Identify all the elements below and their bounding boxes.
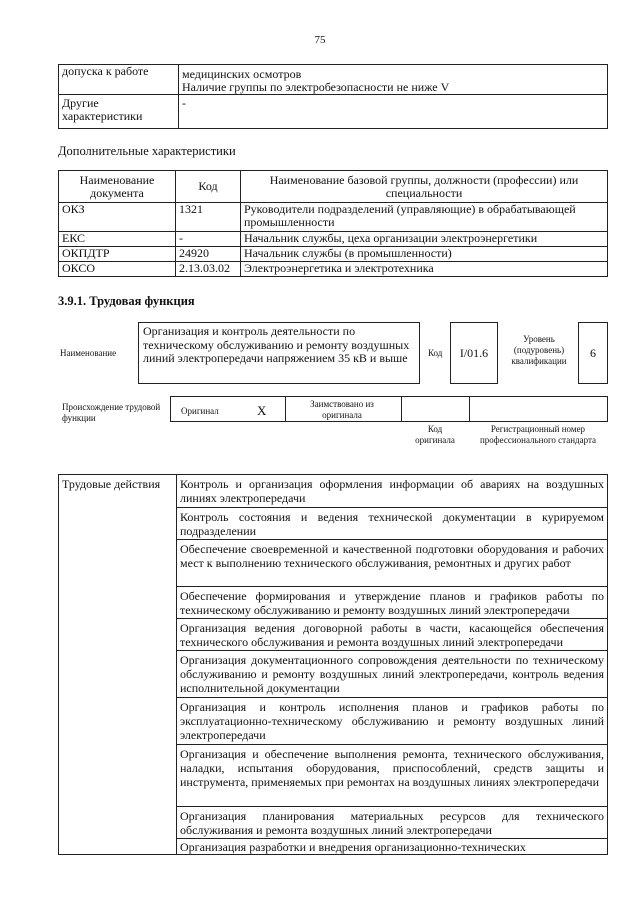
cell-document: ЕКС: [59, 232, 176, 247]
origin-row: [170, 396, 608, 422]
cell-code: 1321: [176, 203, 241, 232]
table-row: [59, 262, 608, 277]
header-name: Наименование базовой группы, должности (профессии) или специальности: [241, 171, 608, 203]
original-label: Оригинал: [181, 406, 219, 416]
page-number: 75: [314, 34, 326, 46]
table-row: [59, 247, 608, 262]
action-item: Контроль состояния и ведения технической документации в курируемом подразделении: [177, 508, 608, 540]
cell-name: Начальник службы (в промышленности): [241, 247, 608, 262]
cell-code: 2.13.03.02: [176, 262, 241, 277]
function-heading: 3.9.1. Трудовая функция: [58, 294, 195, 308]
row-value: [179, 65, 608, 95]
header-code: Код: [176, 171, 241, 203]
cell-document: ОКЗ: [59, 203, 176, 232]
code-box: [450, 322, 498, 384]
table-row: [59, 95, 608, 129]
action-item: Обеспечение своевременной и качественной подготовки оборудования и рабочих мест к выполнению технического обслуживания, ремонтных и других работ: [177, 540, 608, 587]
row-value: -: [179, 95, 608, 129]
code-caption: Код оригинала: [415, 424, 455, 445]
origin-label: Происхождение трудовой функции: [62, 402, 161, 423]
action-item: Организация документационного сопровождения деятельности по техническому обслуживанию и ремонту воздушных линий электропередачи, контроль ведения исполнительной документации: [177, 651, 608, 698]
action-item: Обеспечение формирования и утверждение планов и графиков работы по техническому обслуживанию и ремонту воздушных линий электропередачи: [177, 587, 608, 619]
action-item: Организация и контроль исполнения планов и графиков работы по эксплуатационно-техническому обслуживанию и ремонту воздушных линий электропередачи: [177, 698, 608, 745]
action-item: Организация разработки и внедрения организационно-технических: [177, 839, 608, 855]
level-value: 6: [590, 345, 596, 360]
actions-table: [58, 474, 608, 855]
actions-label: Трудовые действия: [59, 475, 177, 855]
cell-code: -: [176, 232, 241, 247]
action-item: Организация планирования материальных ресурсов для технического обслуживания и ремонта воздушных линий электропередачи: [177, 807, 608, 839]
table-row: [59, 475, 608, 508]
cell-name: Руководители подразделений (управляющие) в обрабатывающей промышленности: [241, 203, 608, 232]
divider: [285, 397, 286, 421]
borrowed-label: Заимствовано из оригинала: [310, 399, 374, 420]
row-label: допуска к работе: [59, 65, 179, 95]
action-item: Организация и обеспечение выполнения ремонта, технического обслуживания, наладки, испытания оборудования, приспособлений, средств защиты и инструмента, применяемых при ремонтах на воздушных линиях электропередачи: [177, 745, 608, 807]
code-label: Код: [428, 348, 443, 358]
action-item: Контроль и организация оформления информации об авариях на воздушных линиях электропередачи: [177, 475, 608, 508]
cell-code: 24920: [176, 247, 241, 262]
cell-name: Начальник службы, цеха организации электроэнергетики: [241, 232, 608, 247]
action-item: Организация ведения договорной работы в части, касающейся обеспечения технического обслуживания и ремонта воздушных линий электропередачи: [177, 619, 608, 651]
function-name: Организация и контроль деятельности по техническому обслуживанию и ремонту воздушных линий электропередачи напряжением 35 кВ и выше: [143, 324, 410, 365]
additional-heading: Дополнительные характеристики: [58, 144, 236, 158]
row-label: Другие характеристики: [59, 95, 179, 129]
code-value: I/01.6: [459, 345, 489, 360]
function-name-box: [138, 322, 420, 384]
cell-document: ОКПДТР: [59, 247, 176, 262]
level-label: Уровень (подуровень) квалификации: [511, 334, 567, 366]
divider: [469, 397, 470, 421]
level-box: [578, 322, 608, 384]
table-row: [59, 203, 608, 232]
table-header-row: [59, 171, 608, 203]
cell-name: Электроэнергетика и электротехника: [241, 262, 608, 277]
divider: [401, 397, 402, 421]
value-line: медицинских осмотров: [182, 67, 302, 81]
reg-caption: Регистрационный номер профессионального стандарта: [479, 424, 597, 445]
table-row: [59, 232, 608, 247]
cell-document: ОКСО: [59, 262, 176, 277]
original-mark: X: [257, 403, 267, 418]
table-row: [59, 65, 608, 95]
top-table: [58, 64, 608, 129]
header-document: Наименование документа: [59, 171, 176, 203]
name-label: Наименование: [60, 348, 117, 358]
additional-table: [58, 170, 608, 277]
value-line: Наличие группы по электробезопасности не ниже V: [182, 80, 450, 94]
